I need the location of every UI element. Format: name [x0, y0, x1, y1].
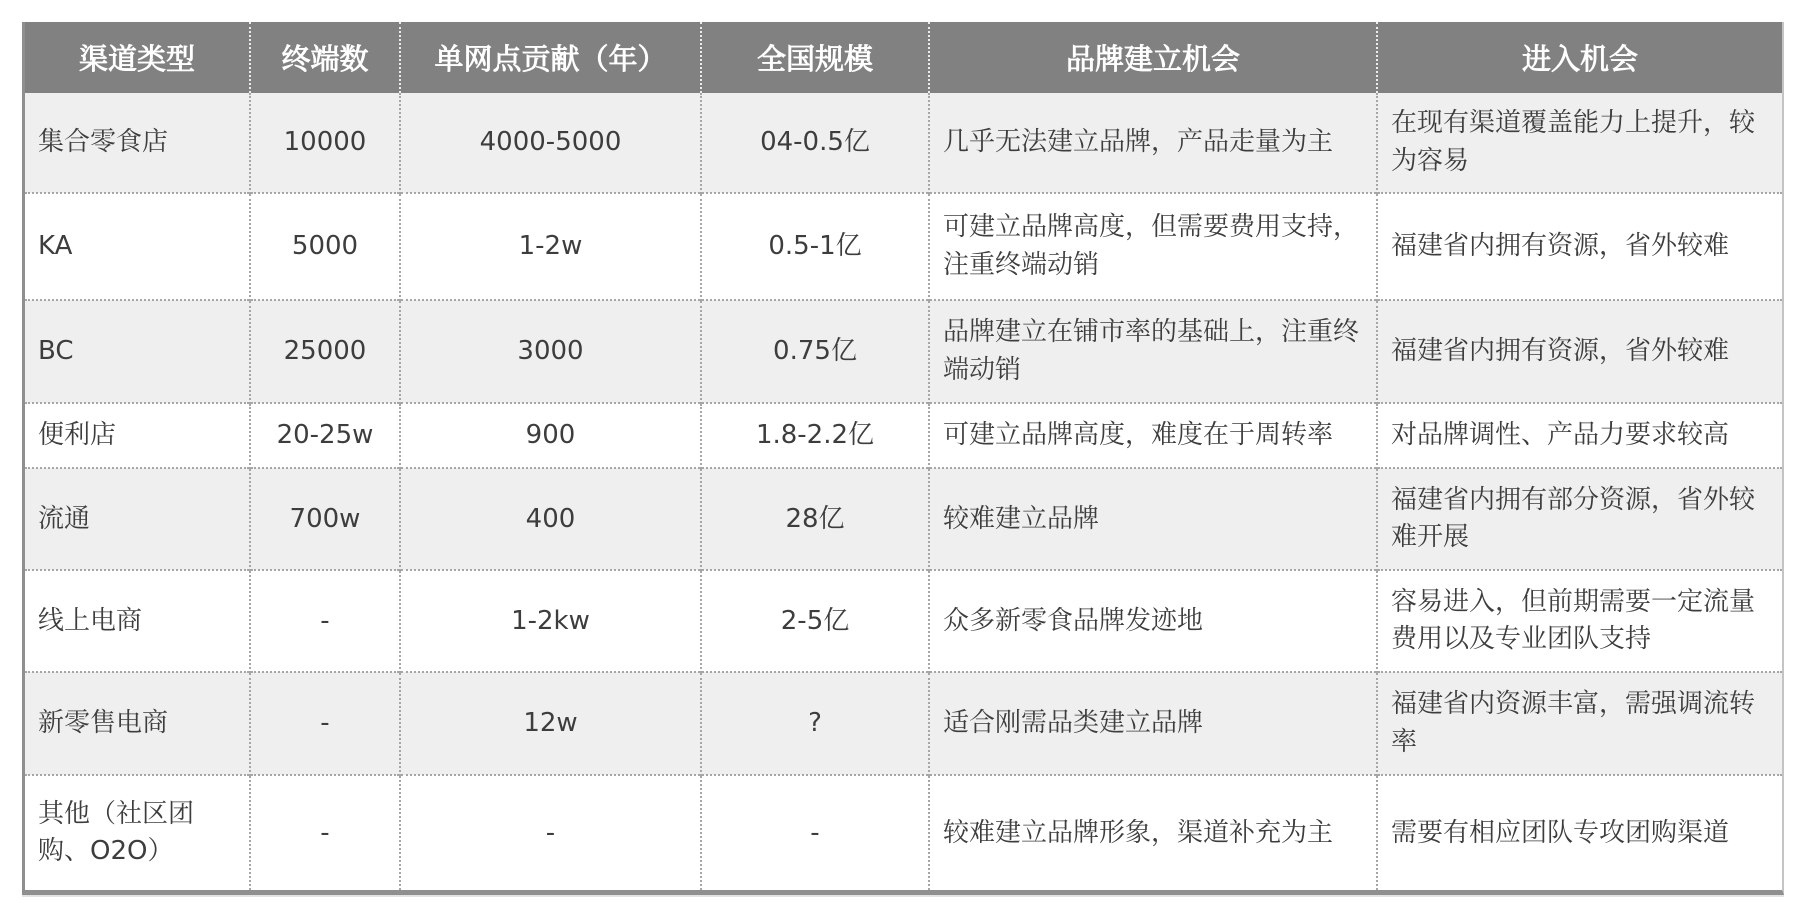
- cell-entry-opportunity: 福建省内拥有资源，省外较难: [1377, 193, 1782, 300]
- cell-channel-type: 流通: [25, 468, 250, 570]
- cell-terminal-count: 700w: [250, 468, 400, 570]
- cell-brand-opportunity: 众多新零食品牌发迹地: [929, 570, 1377, 672]
- cell-entry-opportunity: 需要有相应团队专攻团购渠道: [1377, 775, 1782, 890]
- column-header-contribution-per-outlet: 单网点贡献（年）: [400, 22, 701, 93]
- table-row: [25, 93, 1782, 193]
- table-row: [25, 775, 1782, 890]
- cell-national-scale: ?: [701, 672, 929, 775]
- cell-contribution: 3000: [400, 300, 701, 403]
- cell-entry-opportunity: 福建省内拥有资源，省外较难: [1377, 300, 1782, 403]
- header-row: [25, 22, 1782, 93]
- cell-channel-type: 线上电商: [25, 570, 250, 672]
- channel-comparison-table: [25, 22, 1782, 890]
- cell-channel-type: KA: [25, 193, 250, 300]
- table-body: [25, 93, 1782, 890]
- cell-contribution: -: [400, 775, 701, 890]
- column-header-terminal-count: 终端数: [250, 22, 400, 93]
- cell-brand-opportunity: 适合刚需品类建立品牌: [929, 672, 1377, 775]
- cell-entry-opportunity: 在现有渠道覆盖能力上提升，较为容易: [1377, 93, 1782, 193]
- column-header-channel-type: 渠道类型: [25, 22, 250, 93]
- column-header-brand-opportunity: 品牌建立机会: [929, 22, 1377, 93]
- table-row: [25, 403, 1782, 468]
- table-header: [25, 22, 1782, 93]
- cell-national-scale: -: [701, 775, 929, 890]
- channel-table-frame: [22, 22, 1784, 895]
- cell-national-scale: 0.5-1亿: [701, 193, 929, 300]
- column-header-entry-opportunity: 进入机会: [1377, 22, 1782, 93]
- cell-brand-opportunity: 可建立品牌高度，难度在于周转率: [929, 403, 1377, 468]
- cell-contribution: 4000-5000: [400, 93, 701, 193]
- cell-entry-opportunity: 福建省内资源丰富，需强调流转率: [1377, 672, 1782, 775]
- cell-brand-opportunity: 品牌建立在铺市率的基础上，注重终端动销: [929, 300, 1377, 403]
- cell-brand-opportunity: 较难建立品牌形象，渠道补充为主: [929, 775, 1377, 890]
- cell-national-scale: 2-5亿: [701, 570, 929, 672]
- cell-terminal-count: 20-25w: [250, 403, 400, 468]
- cell-brand-opportunity: 较难建立品牌: [929, 468, 1377, 570]
- cell-contribution: 1-2w: [400, 193, 701, 300]
- cell-contribution: 12w: [400, 672, 701, 775]
- cell-contribution: 1-2kw: [400, 570, 701, 672]
- cell-terminal-count: 25000: [250, 300, 400, 403]
- table-row: [25, 468, 1782, 570]
- table-row: [25, 672, 1782, 775]
- cell-contribution: 900: [400, 403, 701, 468]
- cell-national-scale: 0.75亿: [701, 300, 929, 403]
- cell-entry-opportunity: 容易进入，但前期需要一定流量费用以及专业团队支持: [1377, 570, 1782, 672]
- cell-brand-opportunity: 几乎无法建立品牌，产品走量为主: [929, 93, 1377, 193]
- cell-terminal-count: -: [250, 570, 400, 672]
- cell-entry-opportunity: 福建省内拥有部分资源，省外较难开展: [1377, 468, 1782, 570]
- cell-channel-type: BC: [25, 300, 250, 403]
- table-row: [25, 300, 1782, 403]
- cell-terminal-count: 10000: [250, 93, 400, 193]
- cell-terminal-count: -: [250, 672, 400, 775]
- cell-contribution: 400: [400, 468, 701, 570]
- cell-brand-opportunity: 可建立品牌高度，但需要费用支持，注重终端动销: [929, 193, 1377, 300]
- cell-terminal-count: 5000: [250, 193, 400, 300]
- cell-channel-type: 集合零食店: [25, 93, 250, 193]
- cell-national-scale: 28亿: [701, 468, 929, 570]
- column-header-national-scale: 全国规模: [701, 22, 929, 93]
- cell-channel-type: 其他（社区团购、O2O）: [25, 775, 250, 890]
- cell-entry-opportunity: 对品牌调性、产品力要求较高: [1377, 403, 1782, 468]
- cell-channel-type: 新零售电商: [25, 672, 250, 775]
- table-row: [25, 193, 1782, 300]
- cell-national-scale: 04-0.5亿: [701, 93, 929, 193]
- cell-channel-type: 便利店: [25, 403, 250, 468]
- cell-terminal-count: -: [250, 775, 400, 890]
- table-row: [25, 570, 1782, 672]
- cell-national-scale: 1.8-2.2亿: [701, 403, 929, 468]
